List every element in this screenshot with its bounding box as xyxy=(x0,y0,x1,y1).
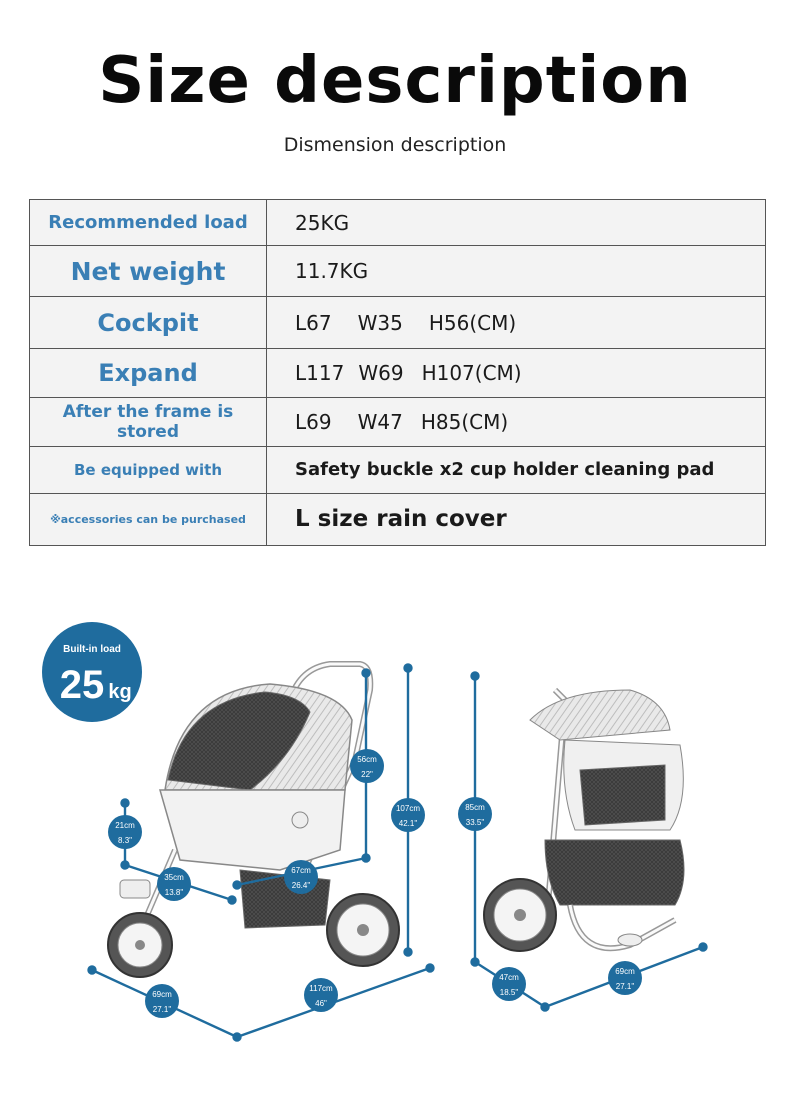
svg-text:27.1": 27.1" xyxy=(615,982,635,991)
svg-text:22": 22" xyxy=(361,770,373,779)
dim-total-length xyxy=(304,978,338,1012)
stored-height: H85(CM) xyxy=(420,409,509,434)
svg-text:13.8": 13.8" xyxy=(164,888,184,897)
svg-text:18.5": 18.5" xyxy=(499,988,519,997)
svg-text:35cm: 35cm xyxy=(164,873,184,882)
table-row xyxy=(30,446,766,493)
row-value-cockpit xyxy=(267,297,766,349)
expand-width: W69 xyxy=(358,360,404,385)
spec-table xyxy=(29,199,766,546)
dim-folded-height xyxy=(458,797,492,831)
dim-canopy-height xyxy=(350,749,384,783)
row-label-recommended-load: Recommended load xyxy=(30,200,267,246)
row-value-net-weight: 11.7KG xyxy=(267,246,766,297)
svg-text:69cm: 69cm xyxy=(152,990,172,999)
row-value-equipped: Safety buckle x2 cup holder cleaning pad xyxy=(267,446,766,493)
page-title: Size description xyxy=(98,44,692,118)
expand-height: H107(CM) xyxy=(421,360,522,385)
row-label-expand: Expand xyxy=(30,349,267,397)
svg-text:8.3": 8.3" xyxy=(118,836,132,845)
dim-folded-width xyxy=(608,961,642,995)
table-row xyxy=(30,297,766,349)
svg-text:67cm: 67cm xyxy=(291,866,311,875)
page-subtitle: Dismension description xyxy=(283,134,507,156)
svg-text:42.1": 42.1" xyxy=(398,819,418,828)
cockpit-height: H56(CM) xyxy=(428,310,517,335)
table-row xyxy=(30,349,766,397)
svg-text:33.5": 33.5" xyxy=(465,818,485,827)
table-row xyxy=(30,397,766,446)
row-value-accessories: L size rain cover xyxy=(267,493,766,545)
cockpit-width: W35 xyxy=(357,310,403,335)
expand-length: L117 xyxy=(295,360,345,385)
row-value-stored xyxy=(267,397,766,446)
row-value-expand xyxy=(267,349,766,397)
built-in-load-badge xyxy=(42,622,142,722)
table-row xyxy=(30,493,766,545)
dim-seat-length xyxy=(284,860,318,894)
badge-unit: kg xyxy=(108,681,132,703)
svg-text:56cm: 56cm xyxy=(357,755,377,764)
dim-seat-depth xyxy=(157,867,191,901)
stored-width: W47 xyxy=(357,409,403,434)
svg-text:69cm: 69cm xyxy=(615,967,635,976)
svg-text:85cm: 85cm xyxy=(465,803,485,812)
dim-folded-depth xyxy=(492,967,526,1001)
svg-text:26.4": 26.4" xyxy=(291,881,311,890)
folded-stroller-illustration xyxy=(484,690,684,951)
svg-text:46": 46" xyxy=(315,999,327,1008)
stroller-diagram xyxy=(0,600,790,1106)
expanded-stroller-illustration xyxy=(108,664,399,977)
stored-length: L69 xyxy=(295,409,332,434)
table-row xyxy=(30,200,766,246)
row-label-cockpit: Cockpit xyxy=(30,297,267,349)
svg-text:27.1": 27.1" xyxy=(152,1005,172,1014)
dim-total-width xyxy=(145,984,179,1018)
badge-caption: Built-in load xyxy=(63,644,121,655)
svg-text:21cm: 21cm xyxy=(115,821,135,830)
dim-total-height xyxy=(391,798,425,832)
row-value-recommended-load: 25KG xyxy=(267,200,766,246)
row-label-stored: After the frame is stored xyxy=(30,397,267,446)
svg-text:47cm: 47cm xyxy=(499,973,519,982)
row-label-equipped: Be equipped with xyxy=(30,446,267,493)
svg-text:107cm: 107cm xyxy=(395,804,421,813)
table-row xyxy=(30,246,766,297)
badge-number: 25 xyxy=(59,663,105,707)
svg-text:117cm: 117cm xyxy=(309,984,333,993)
cockpit-length: L67 xyxy=(295,310,332,335)
row-label-accessories: ※accessories can be purchased xyxy=(30,493,267,545)
dim-seat-height xyxy=(108,815,142,849)
row-label-net-weight: Net weight xyxy=(30,246,267,297)
